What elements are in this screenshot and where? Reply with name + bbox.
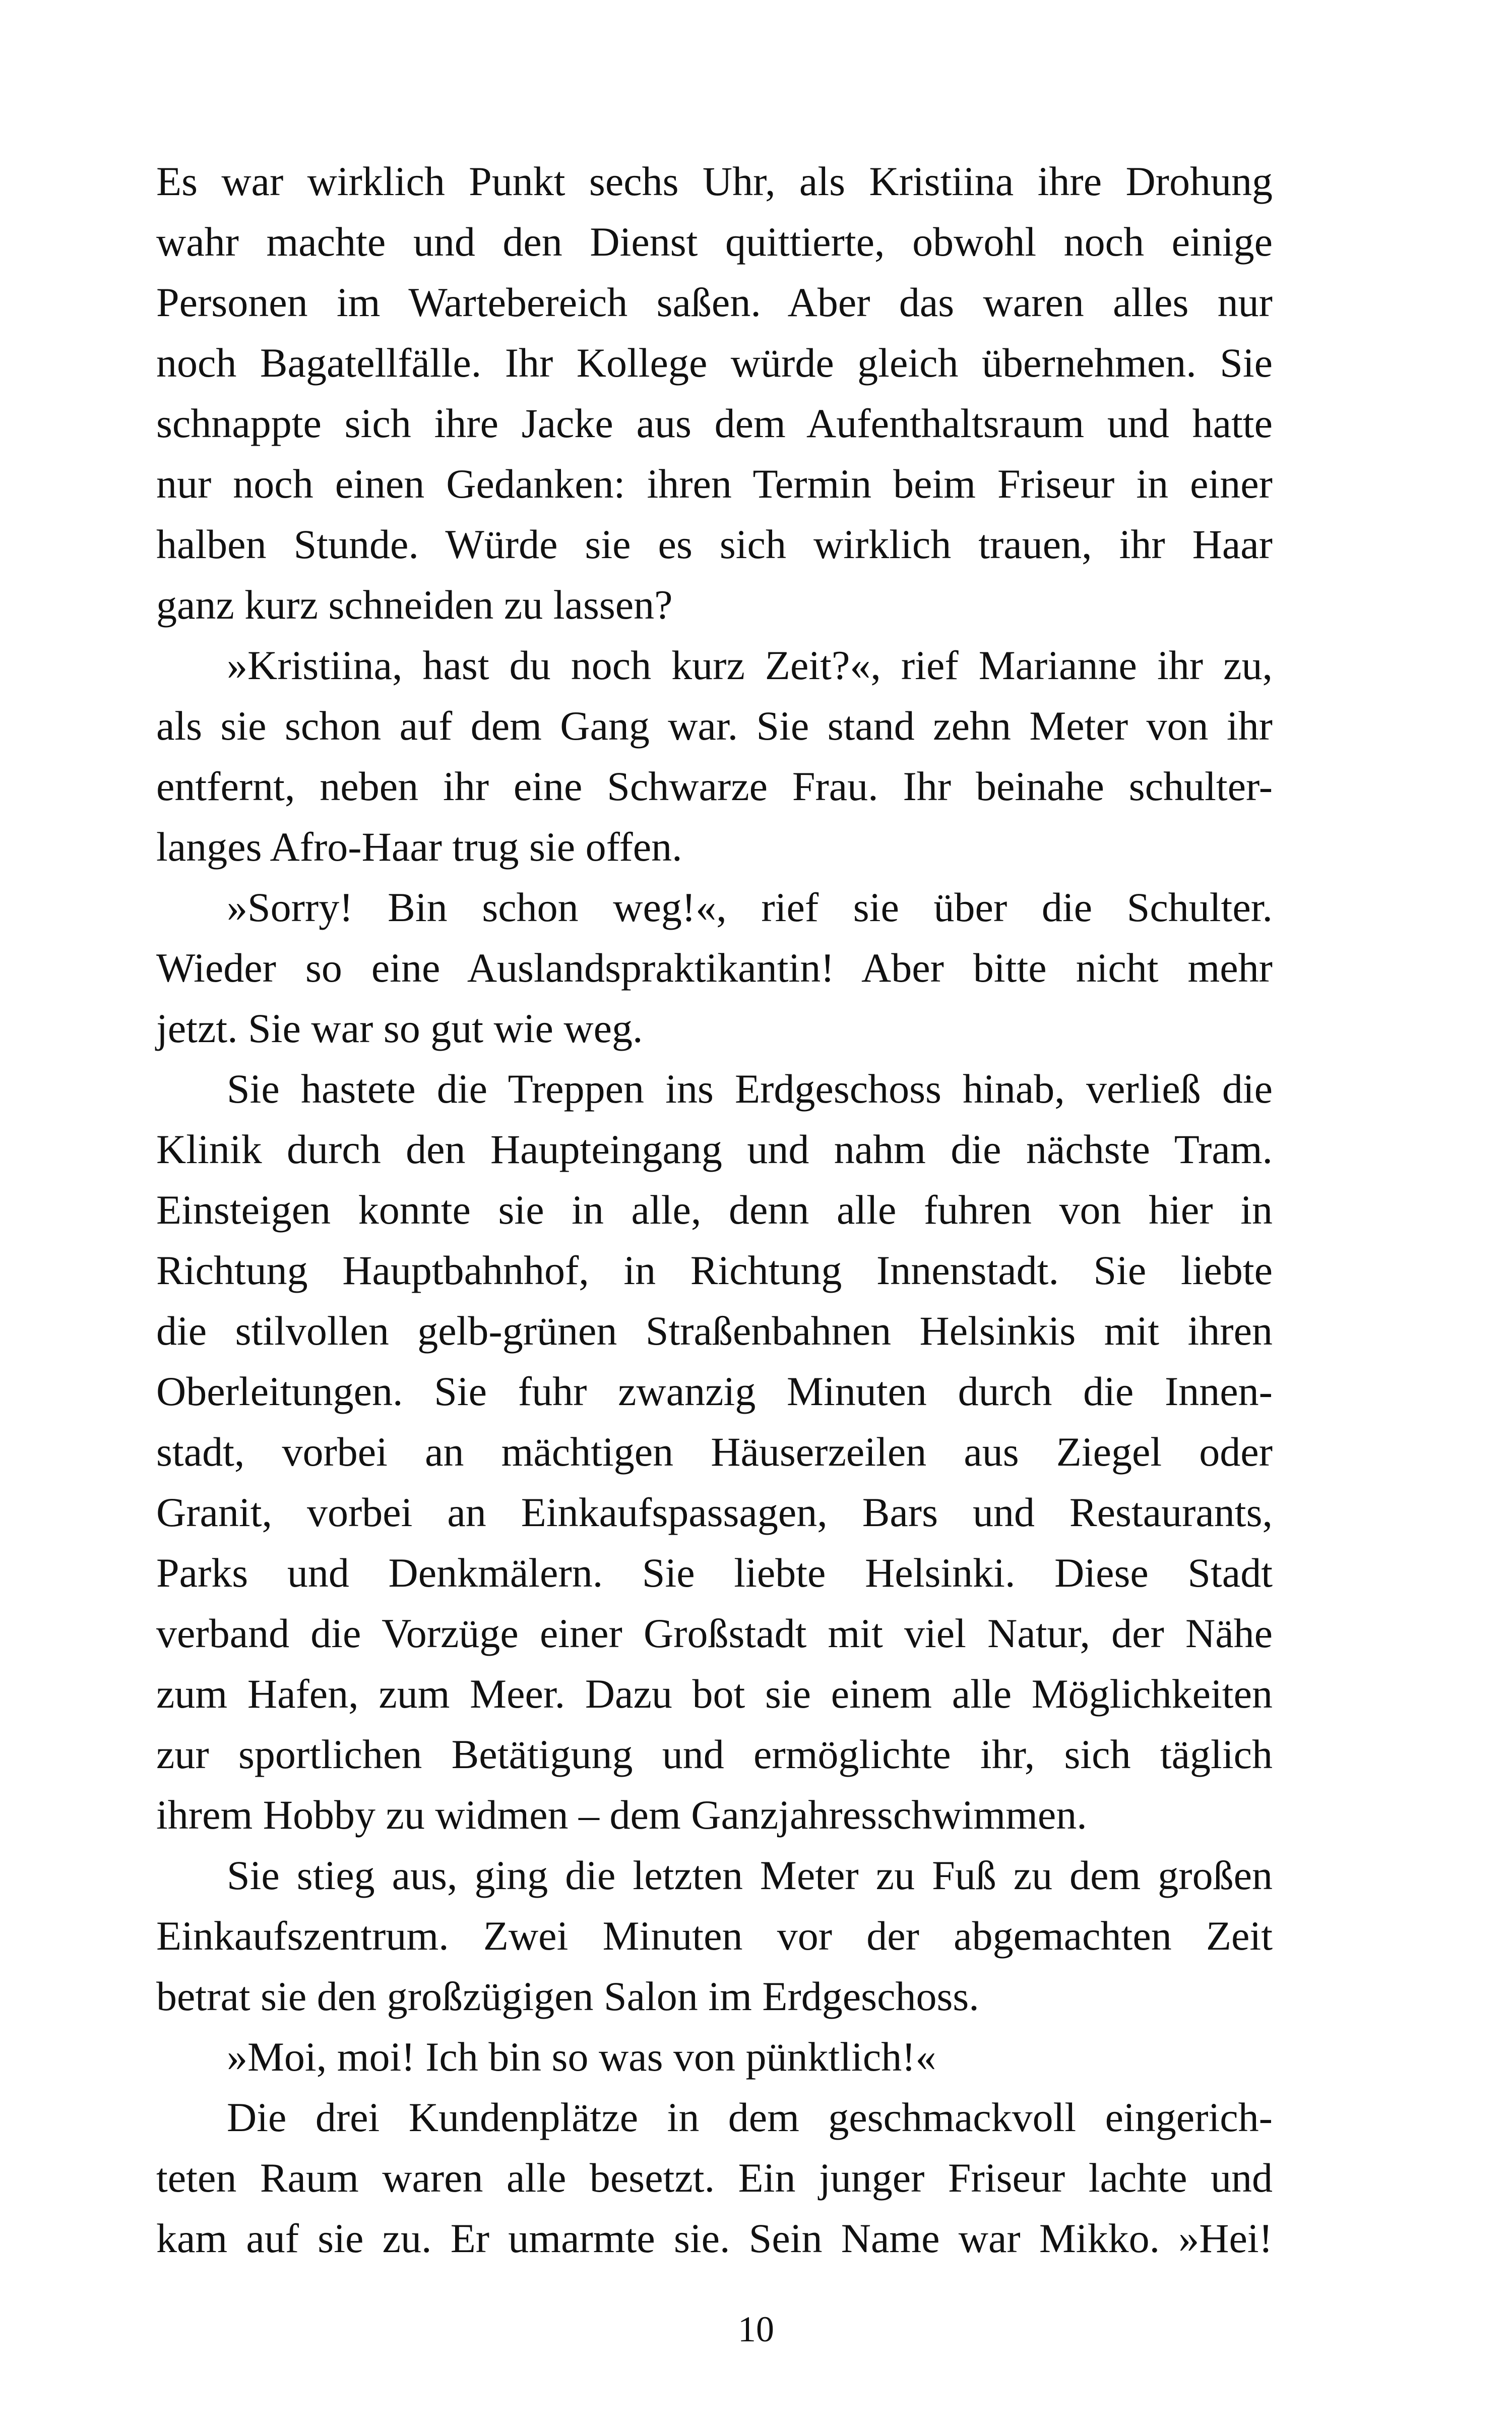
text-line: nur noch einen Gedanken: ihren Termin beim Friseur in einer [156,461,1273,507]
text-line: halben Stunde. Würde sie es sich wirklich trauen, ihr Haar [156,521,1273,567]
text-line: »Sorry! Bin schon weg!«, rief sie über die Schulter. [227,884,1273,930]
text-line: Sie stieg aus, ging die letzten Meter zu Fuß zu dem großen [227,1852,1273,1898]
text-line: als sie schon auf dem Gang war. Sie stand zehn Meter von ihr [156,703,1273,749]
text-line: Sie hastete die Treppen ins Erdgeschoss hinab, verließ die [227,1066,1273,1112]
text-line: zur sportlichen Betätigung und ermöglichte ihr, sich täglich [156,1731,1273,1777]
text-line: Oberleitungen. Sie fuhr zwanzig Minuten durch die Innen- [156,1368,1273,1414]
text-line: jetzt. Sie war so gut wie weg. [156,1005,643,1051]
text-line: Wieder so eine Auslandspraktikantin! Aber bitte nicht mehr [156,945,1273,991]
text-line: zum Hafen, zum Meer. Dazu bot sie einem alle Möglichkeiten [156,1671,1273,1717]
text-line: Einsteigen konnte sie in alle, denn alle fuhren von hier in [156,1187,1273,1233]
text-line: »Kristiina, hast du noch kurz Zeit?«, rief Marianne ihr zu, [227,642,1273,688]
text-line: entfernt, neben ihr eine Schwarze Frau. Ihr beinahe schulter- [156,763,1273,809]
text-line: wahr machte und den Dienst quittierte, obwohl noch einige [156,219,1273,265]
text-line: noch Bagatellfälle. Ihr Kollege würde gleich übernehmen. Sie [156,340,1273,386]
text-line: ihrem Hobby zu widmen – dem Ganzjahresschwimmen. [156,1792,1087,1838]
text-line: Einkaufszentrum. Zwei Minuten vor der abgemachten Zeit [156,1913,1273,1959]
page-number: 10 [738,2309,774,2349]
text-line: Die drei Kundenplätze in dem geschmackvoll eingerich- [227,2094,1273,2140]
body-text [156,151,1273,2269]
text-line: Parks und Denkmälern. Sie liebte Helsinki. Diese Stadt [156,1550,1273,1596]
text-line: die stilvollen gelb-grünen Straßenbahnen Helsinkis mit ihren [156,1308,1273,1354]
text-line: Granit, vorbei an Einkaufspassagen, Bars und Restaurants, [156,1489,1273,1535]
text-line: Es war wirklich Punkt sechs Uhr, als Kristiina ihre Drohung [156,158,1273,204]
text-line: Personen im Wartebereich saßen. Aber das waren alles nur [156,279,1273,325]
text-line: ganz kurz schneiden zu lassen? [156,582,673,628]
text-line: schnappte sich ihre Jacke aus dem Aufenthaltsraum und hatte [156,400,1273,446]
text-line: Richtung Hauptbahnhof, in Richtung Innenstadt. Sie liebte [156,1247,1273,1293]
text-line: Klinik durch den Haupteingang und nahm die nächste Tram. [156,1126,1273,1172]
text-line: kam auf sie zu. Er umarmte sie. Sein Name war Mikko. »Hei! [156,2215,1273,2261]
text-line: langes Afro-Haar trug sie offen. [156,824,682,870]
text-line: betrat sie den großzügigen Salon im Erdgeschoss. [156,1973,979,2019]
text-line: verband die Vorzüge einer Großstadt mit viel Natur, der Nähe [156,1610,1273,1656]
text-line: teten Raum waren alle besetzt. Ein junger Friseur lachte und [156,2155,1273,2201]
text-line: »Moi, moi! Ich bin so was von pünktlich!« [227,2034,936,2080]
text-line: stadt, vorbei an mächtigen Häuserzeilen aus Ziegel oder [156,1429,1273,1475]
